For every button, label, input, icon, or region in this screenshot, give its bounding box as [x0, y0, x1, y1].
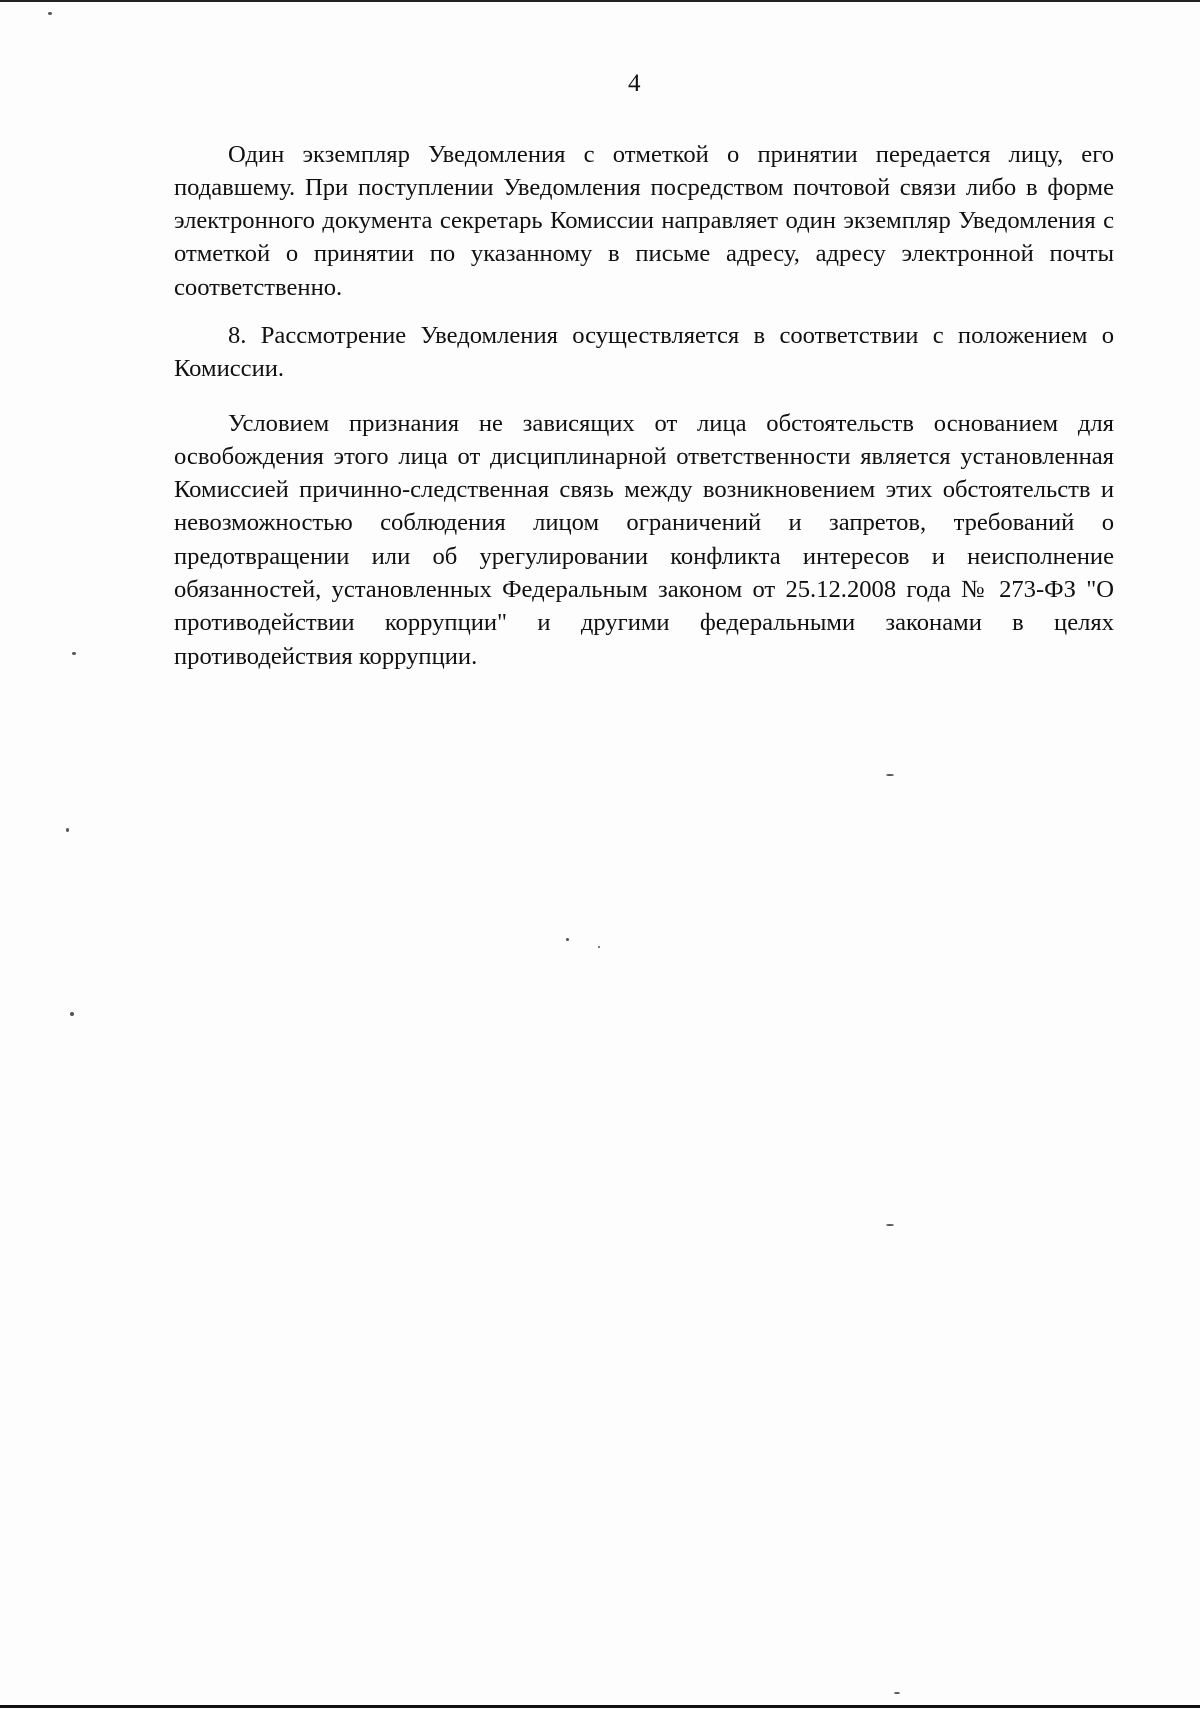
- scan-speck: [72, 652, 76, 655]
- scan-speck: [894, 1692, 900, 1694]
- scan-speck: [886, 774, 894, 776]
- scan-bottom-edge: [0, 1705, 1200, 1708]
- scan-speck: [886, 1224, 894, 1226]
- scan-top-edge: [0, 0, 1200, 2]
- scan-speck: [66, 828, 69, 832]
- page-number: 4: [628, 70, 641, 97]
- paragraph-exemption-condition: Условием признания не зависящих от лица обстоятельств основанием для освобождения этого лица от дисциплинарной ответственности является установленная Комиссией причинно-следственная связь между возникновением этих обстоятельств и невозможностью соблюдения лицом ограничений и запретов, требований о предотвращении или об урегулировании конфликта интересов и неисполнение обязанностей, установленных Федеральным законом от 25.12.2008 года № 273-ФЗ "О противодействии коррупции" и другими федеральными законами в целях противодействия коррупции.: [174, 409, 1114, 670]
- scan-speck: [70, 1012, 74, 1016]
- scan-speck: [48, 12, 52, 15]
- paragraph-notification-copy: Один экземпляр Уведомления с отметкой о принятии передается лицу, его подавшему. При поступлении Уведомления посредством почтовой связи либо в форме электронного документа секретарь Комиссии направляет один экземпляр Уведомления с отметкой о принятии по указанному в письме адресу, адресу электронной почты соответственно.: [174, 140, 1114, 301]
- scan-speck: [598, 946, 600, 948]
- paragraph-item-8: 8. Рассмотрение Уведомления осуществляется в соответствии с положением о Комиссии.: [174, 321, 1114, 382]
- scan-speck: [566, 938, 569, 941]
